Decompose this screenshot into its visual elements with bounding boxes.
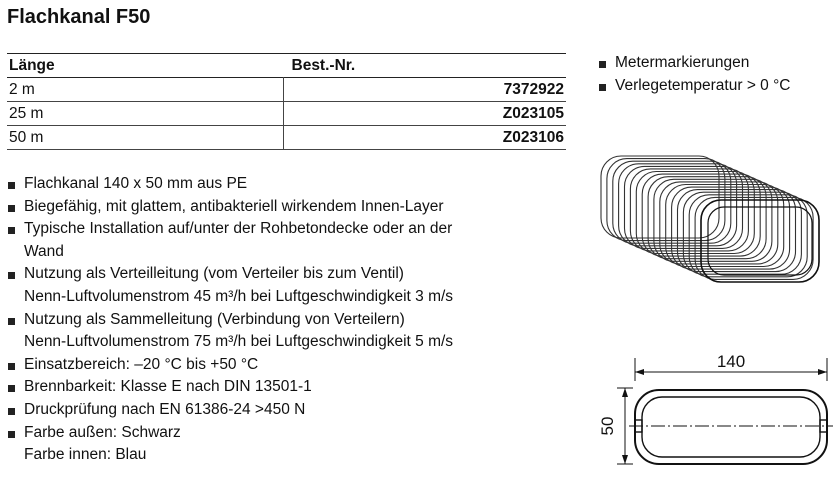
notes-list xyxy=(598,52,834,97)
order-table xyxy=(7,53,566,150)
list-item xyxy=(7,309,567,354)
square-bullet-icon xyxy=(8,408,15,415)
list-item xyxy=(7,173,567,196)
flat-duct-illustration xyxy=(597,150,827,300)
list-item xyxy=(7,196,567,219)
square-bullet-icon xyxy=(8,227,15,234)
square-bullet-icon xyxy=(599,61,606,68)
table-row xyxy=(7,102,566,126)
square-bullet-icon xyxy=(8,318,15,325)
list-item xyxy=(7,354,567,377)
square-bullet-icon xyxy=(8,431,15,438)
feature-text: Nutzung als Verteilleitung (vom Verteiler bis zum Ventil) xyxy=(24,265,404,283)
cell-length: 25 m xyxy=(7,102,284,126)
list-item xyxy=(598,52,834,75)
table-row xyxy=(7,126,566,150)
header-best-nr: Best.-Nr. xyxy=(291,57,356,74)
square-bullet-icon xyxy=(599,84,606,91)
cell-length: 2 m xyxy=(7,78,284,102)
square-bullet-icon xyxy=(8,182,15,189)
cell-order-number: Z023106 xyxy=(502,129,564,146)
list-item xyxy=(7,218,567,263)
feature-text-continued: Nenn-Luftvolumenstrom 75 m³/h bei Luftgeschwindigkeit 5 m/s xyxy=(24,333,454,351)
list-item xyxy=(7,263,567,308)
feature-text-continued: Nenn-Luftvolumenstrom 45 m³/h bei Luftgeschwindigkeit 3 m/s xyxy=(24,287,454,305)
square-bullet-icon xyxy=(8,363,15,370)
cross-section-drawing xyxy=(595,353,805,468)
feature-text: Einsatzbereich: –20 °C bis +50 °C xyxy=(24,355,259,373)
feature-text: Brennbarkeit: Klasse E nach DIN 13501-1 xyxy=(24,378,312,396)
feature-text: Flachkanal 140 x 50 mm aus PE xyxy=(24,175,248,192)
square-bullet-icon xyxy=(8,385,15,392)
feature-text: Farbe außen: Schwarz xyxy=(24,423,181,441)
note-text: Metermarkierungen xyxy=(615,54,750,71)
table-header-row xyxy=(7,54,566,78)
table-row xyxy=(7,78,566,102)
feature-text-continued: Wand xyxy=(24,242,64,260)
dimension-width-label: 140 xyxy=(716,352,746,371)
feature-text: Nutzung als Sammelleitung (Verbindung von Verteilern) xyxy=(24,310,405,328)
page-title: Flachkanal F50 xyxy=(7,6,151,28)
features-list xyxy=(7,173,567,467)
feature-text: Druckprüfung nach EN 61386-24 >450 N xyxy=(24,400,306,418)
feature-text-continued: Farbe innen: Blau xyxy=(24,446,147,464)
cell-length: 50 m xyxy=(7,126,284,150)
list-item xyxy=(598,75,834,98)
cell-order-number: Z023105 xyxy=(502,105,564,122)
list-item xyxy=(7,376,567,399)
list-item xyxy=(7,399,567,422)
header-laenge: Länge xyxy=(9,57,55,74)
cell-order-number: 7372922 xyxy=(503,81,564,98)
feature-text: Biegefähig, mit glattem, antibakteriell wirkendem Innen-Layer xyxy=(24,197,444,215)
dimension-height-label: 50 xyxy=(598,416,617,436)
feature-text: Typische Installation auf/unter der Rohbetondecke oder an der xyxy=(24,220,453,238)
square-bullet-icon xyxy=(8,272,15,279)
square-bullet-icon xyxy=(8,205,15,212)
list-item xyxy=(7,422,567,467)
note-text: Verlegetemperatur > 0 °C xyxy=(615,76,791,94)
